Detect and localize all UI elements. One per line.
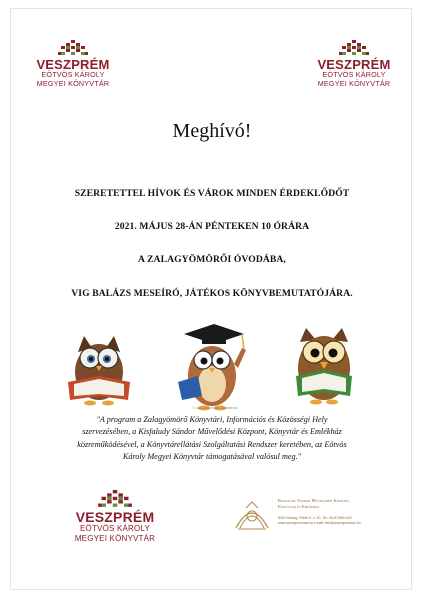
partner-logo <box>232 494 382 536</box>
library-logo-sub1: EÖTVÖS KÁROLY <box>322 70 386 79</box>
library-logo-sub2: MEGYEI KÖNYVTÁR <box>317 78 391 88</box>
library-logo-top-right <box>314 40 394 88</box>
invitation-line-4: VIG BALÁZS MESEÍRÓ, JÁTÉKOS KÖNYVBEMUTATÓJÁRA. <box>71 288 353 299</box>
partner-seal-icon <box>232 494 272 534</box>
castle-icon <box>98 490 132 508</box>
library-logo-sub2: MEGYEI KÖNYVTÁR <box>36 78 110 88</box>
invitation-line-2: 2021. MÁJUS 28-ÁN PÉNTEKEN 10 ÓRÁRA <box>114 221 310 232</box>
invitation-line-1: SZERETETTEL HÍVOK ÉS VÁROK MINDEN ÉRDEKLŐDŐT <box>74 188 350 199</box>
partner-contact <box>278 516 382 525</box>
library-logo-sub1: EÖTVÖS KÁROLY <box>79 524 151 533</box>
partner-name <box>278 498 382 510</box>
invitation-line-3: A ZALAGYÖMÖRŐI ÓVODÁBA, <box>138 254 286 265</box>
library-logo-sub1: EÖTVÖS KÁROLY <box>41 70 105 79</box>
reading-owl-icon <box>58 328 140 408</box>
partner-contact-line1: 8300 Sümeg, Petőfi S. u. 20. Tel.: 06-87/550-150 <box>278 516 352 520</box>
program-note: "A program a Zalagyömörő Könyvtári, Információs és Közösségi Hely szervezésében, a Kisfaludy Sándor Művelődési Központ, Könyvtár és Emlékház közreműködésével, a Könyvtárellátási Szolgáltatási Rendszer keretében, az Eötvös Károly Megyei Könyvtár támogatásával valósul meg." <box>77 415 347 462</box>
library-logo-name: VESZPRÉM <box>75 509 155 525</box>
library-logo-sub2: MEGYEI KÖNYVTÁR <box>74 533 156 543</box>
partner-name-line1: Kisfaludy Sándor Művelődési Központ, <box>278 498 350 503</box>
book-owl-icon <box>286 324 362 406</box>
library-logo-name: VESZPRÉM <box>317 57 391 72</box>
graduate-owl-icon <box>172 320 252 412</box>
castle-icon <box>339 40 369 56</box>
library-logo-name: VESZPRÉM <box>36 57 110 72</box>
partner-name-line2: Könyvtár és Emlékház <box>278 504 320 509</box>
library-logo-top-left <box>34 40 112 88</box>
castle-icon <box>58 40 88 56</box>
page-title: Meghívó! <box>172 120 252 142</box>
image-credit: © Can Stock Photo - csp8465742 <box>192 406 238 410</box>
library-logo-bottom-left <box>70 490 160 543</box>
owl-illustrations <box>0 320 424 410</box>
partner-contact-line2: www.sumegmuvhaz.hu e-mail: info@sumegmuvhaz.hu <box>278 520 361 525</box>
